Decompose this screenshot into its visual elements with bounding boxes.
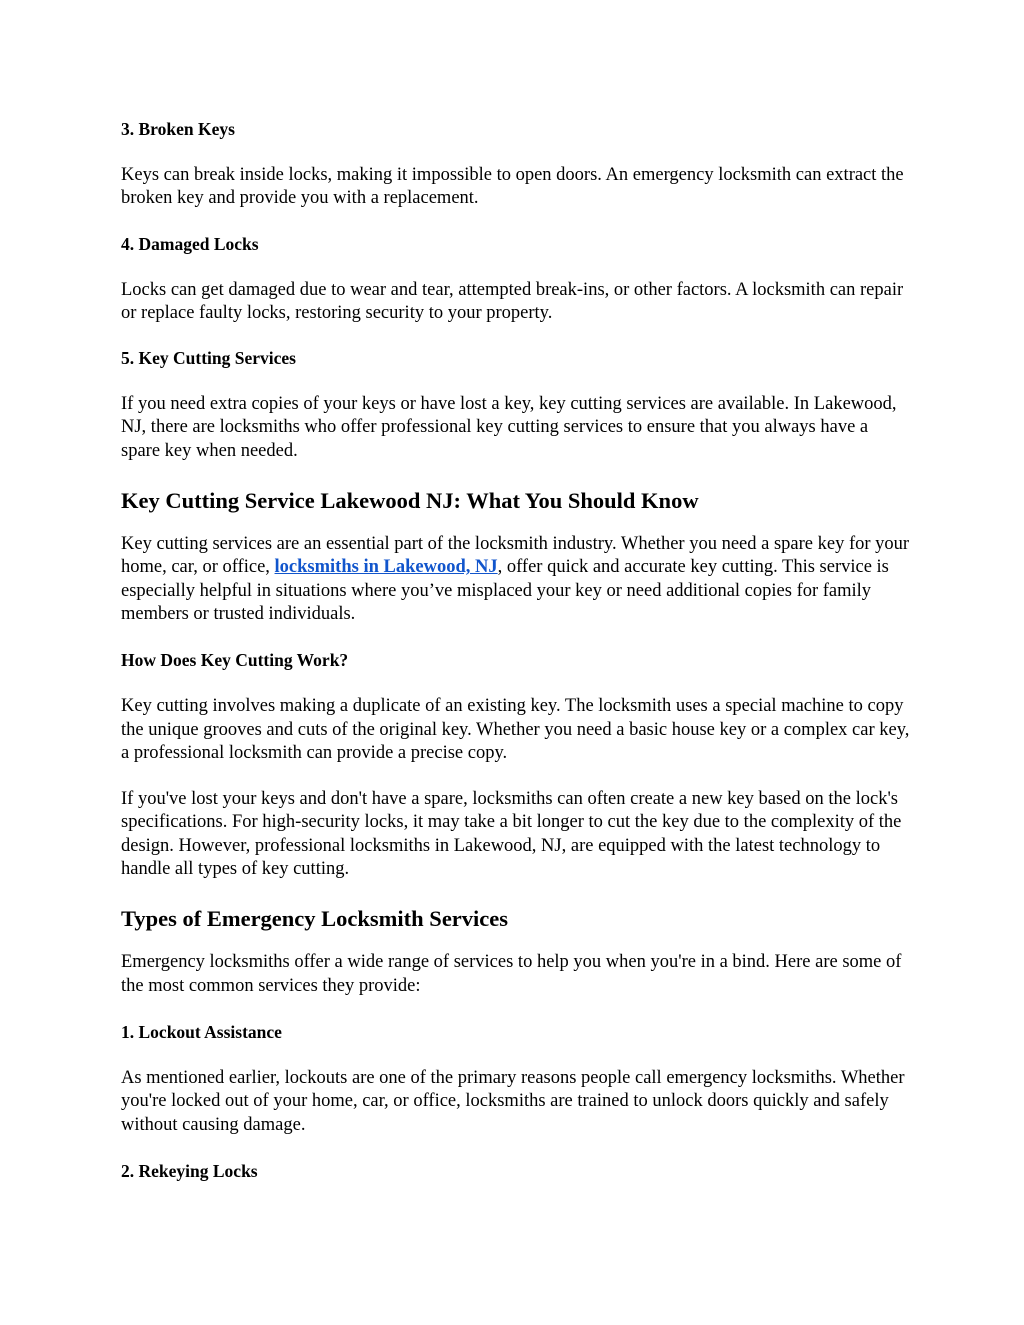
document-page [121, 118, 911, 1183]
heading-key-cutting-services: 5. Key Cutting Services [121, 348, 296, 369]
paragraph-key-cutting-services: If you need extra copies of your keys or have lost a key, key cutting services are available. In Lakewood, NJ, there are locksmiths who offer professional key cutting services to ensure that you always have a spare key when needed. [121, 394, 897, 461]
locksmiths-lakewood-link[interactable]: locksmiths in Lakewood, NJ [274, 557, 498, 578]
heading-damaged-locks: 4. Damaged Locks [121, 233, 259, 254]
heading-key-cutting-lakewood: Key Cutting Service Lakewood NJ: What You Should Know [121, 488, 699, 514]
paragraph-how-key-cutting-works-2: If you've lost your keys and don't have a spare, locksmiths can often create a new key based on the lock's specifications. For high-security locks, it may take a bit longer to cut the key due to the complexity of the design. However, professional locksmiths in Lakewood, NJ, are equipped with the latest technology to handle all types of key cutting. [121, 789, 902, 880]
heading-how-key-cutting-works: How Does Key Cutting Work? [121, 650, 349, 671]
heading-rekeying-locks: 2. Rekeying Locks [121, 1160, 258, 1181]
paragraph-key-cutting-lakewood-end: , offer quick and accurate key cutting. This service is especially helpful in situations where you’ve misplaced your key or need additional copies for family members or trusted individuals. [121, 557, 889, 624]
heading-broken-keys: 3. Broken Keys [121, 119, 235, 139]
heading-lockout-assistance: 1. Lockout Assistance [121, 1021, 282, 1042]
paragraph-key-cutting-lakewood-start: Key cutting services are an essential part of the locksmith industry. Whether you need a spare key for your home, car, or office, [121, 534, 910, 578]
paragraph-damaged-locks: Locks can get damaged due to wear and tear, attempted break-ins, or other factors. A locksmith can repair or replace faulty locks, restoring security to your property. [121, 279, 904, 323]
paragraph-broken-keys: Keys can break inside locks, making it impossible to open doors. An emergency locksmith can extract the broken key and provide you with a replacement. [121, 165, 904, 209]
paragraph-how-key-cutting-works-1: Key cutting involves making a duplicate of an existing key. The locksmith uses a special machine to copy the unique grooves and cuts of the original key. Whether you need a basic house key or a complex car key, a professional locksmith can provide a precise copy. [121, 696, 910, 763]
heading-types-of-services: Types of Emergency Locksmith Services [121, 906, 509, 932]
paragraph-key-cutting-lakewood [121, 533, 911, 626]
paragraph-lockout-assistance: As mentioned earlier, lockouts are one of the primary reasons people call emergency locksmiths. Whether you're locked out of your home, car, or office, locksmiths are trained to unlock doors quickly and safely without causing damage. [121, 1067, 905, 1135]
paragraph-types-of-services: Emergency locksmiths offer a wide range of services to help you when you're in a bind. Here are some of the most common services they provide: [121, 952, 902, 996]
